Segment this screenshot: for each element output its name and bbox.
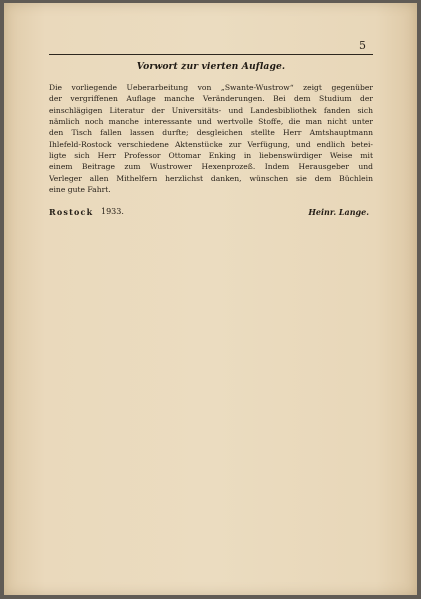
body-line: Verleger allen Mithelfern herzlichst danken, wünschen sie dem Büchlein xyxy=(49,173,373,183)
page-number: 5 xyxy=(359,39,366,52)
book-page xyxy=(4,3,417,595)
body-line: Die vorliegende Ueberarbeitung von „Swante-Wustrow“ zeigt gegenüber xyxy=(49,83,373,92)
body-line: einem Beitrage zum Wustrower Hexenprozeß. Indem Herausgeber und xyxy=(49,162,373,172)
header-rule xyxy=(49,54,373,55)
body-line: nämlich noch manche interessante und wertvolle Stoffe, die man nicht unter xyxy=(49,117,373,127)
preface-body xyxy=(49,82,373,195)
body-line: der vergriffenen Auflage manche Veränderungen. Bei dem Studium der xyxy=(49,94,373,104)
preface-heading: Vorwort zur vierten Auflage. xyxy=(136,61,286,72)
author-signature: Heinr. Lange. xyxy=(308,207,369,217)
place-name: Rostock xyxy=(49,207,94,217)
body-line: Ihlefeld-Rostock verschiedene Aktenstücke zur Verfügung, und endlich betei- xyxy=(49,139,373,149)
signature-row xyxy=(49,207,373,219)
year: 1933. xyxy=(101,207,124,216)
body-line: den Tisch fallen lassen durfte; desgleichen stellte Herr Amtshauptmann xyxy=(49,128,373,138)
body-line: eine gute Fahrt. xyxy=(49,185,111,195)
body-line: einschlägigen Literatur der Universitäts- und Landesbibliothek fanden sich xyxy=(49,105,373,115)
body-line: ligte sich Herr Professor Ottomar Enking in liebenswürdiger Weise mit xyxy=(49,151,373,161)
